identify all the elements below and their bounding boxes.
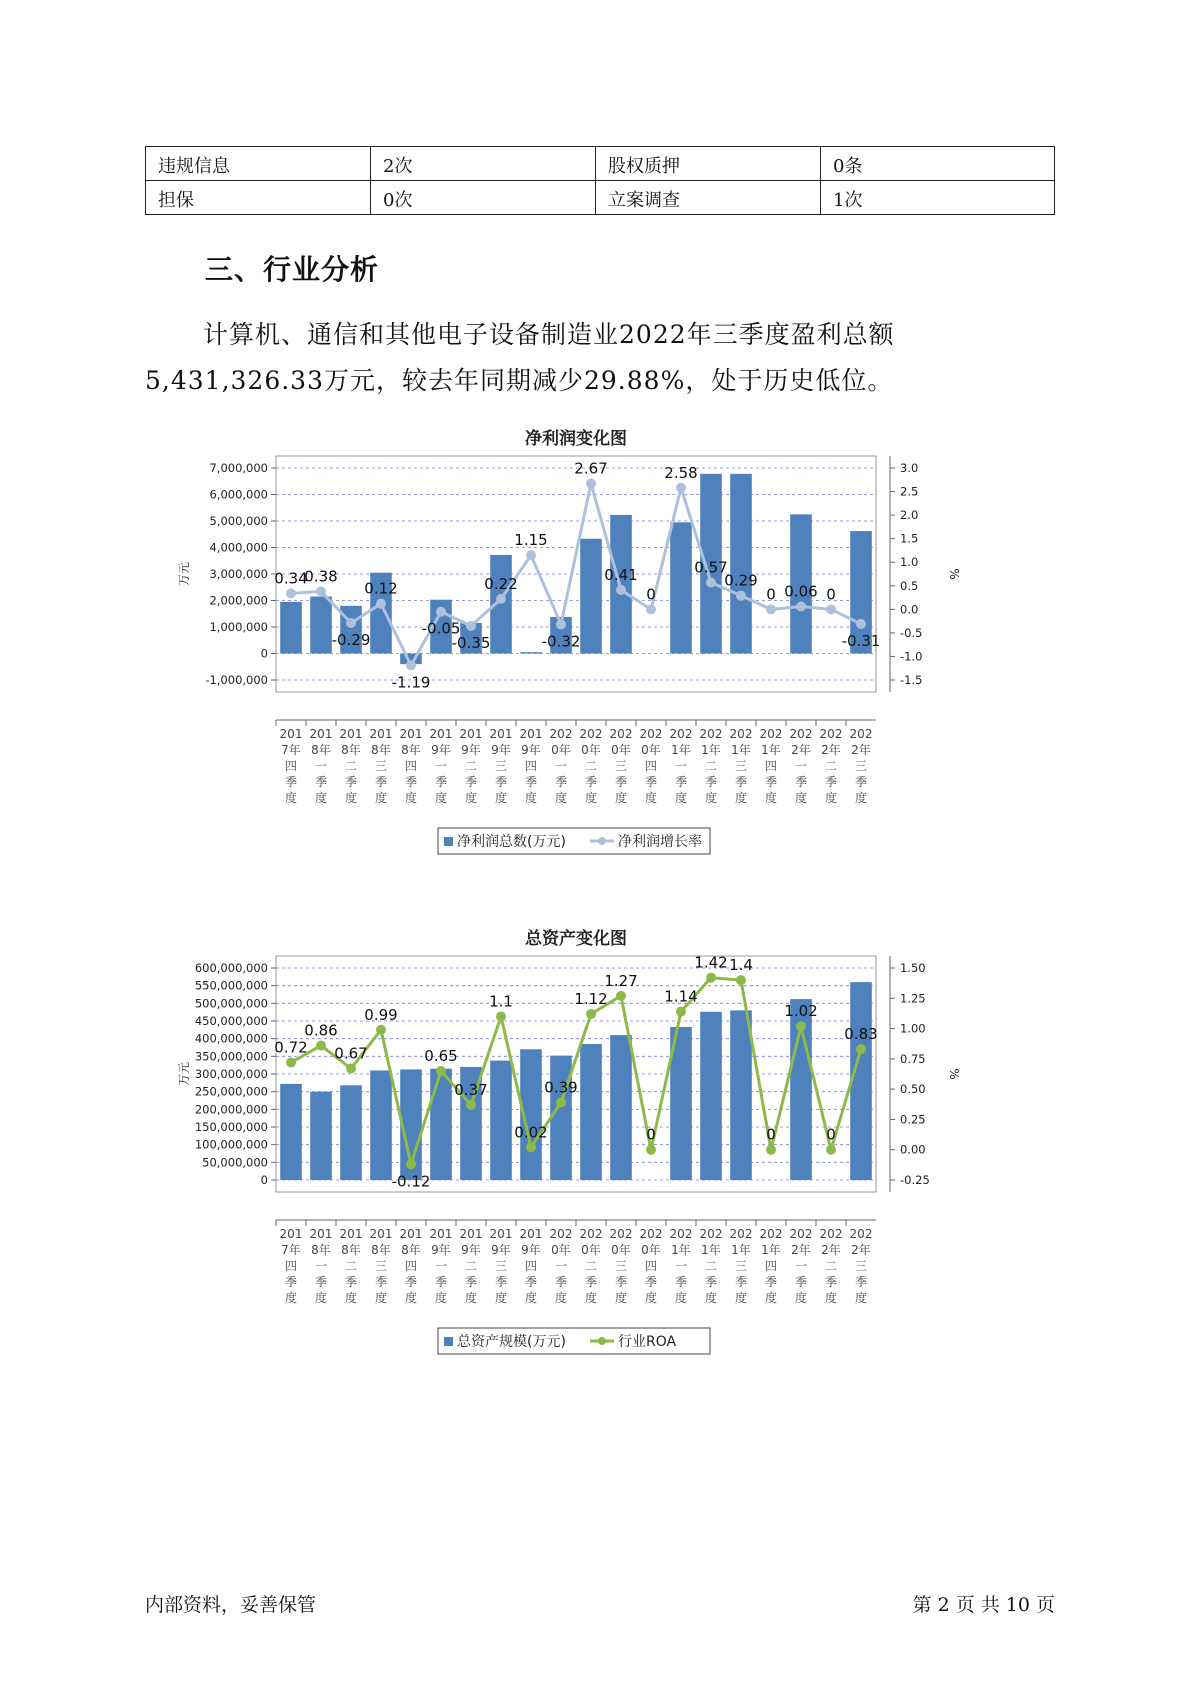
data-label: 0.39 [544,1078,578,1097]
line-point [406,1159,416,1169]
y-left-tick-label: 100,000,000 [194,1137,268,1152]
y-left-tick-label: 400,000,000 [194,1031,268,1046]
x-tick-label: 202 1年四季度 [759,1227,783,1305]
line-point [766,604,776,614]
x-tick-label: 201 8年二季度 [339,1227,363,1305]
y-left-tick-label: -1,000,000 [205,673,268,687]
line-point [496,1011,506,1021]
x-tick-label: 202 0年三季度 [609,727,633,805]
total-assets-chart [177,920,1040,1390]
y-right-tick-label: 2.5 [900,484,919,499]
bar [430,1069,452,1180]
legend-bar-swatch [444,837,453,846]
data-label: 0 [766,1125,776,1144]
y-left-tick-label: 7,000,000 [209,461,268,475]
y-left-tick-label: 550,000,000 [194,978,268,993]
table-row [146,181,1055,215]
y-right-tick-label: -1.5 [900,673,923,687]
line-point [646,1145,656,1155]
table-cell: 0次 [371,181,596,215]
data-label: 0.57 [694,558,728,577]
line-point [346,618,356,628]
footer-confidential: 内部资料，妥善保管 [145,1594,317,1616]
table-cell: 2次 [371,147,596,181]
bar [610,515,632,654]
line-point [286,588,296,598]
data-label: 1.42 [694,953,728,972]
line-point [436,1066,446,1076]
y-left-tick-label: 150,000,000 [194,1120,268,1134]
x-tick-label: 202 0年二季度 [579,1227,603,1305]
line-point [856,619,866,629]
line-point [706,973,716,983]
y-left-tick-label: 3,000,000 [209,567,268,581]
y-right-tick-label: 0.00 [900,1142,926,1157]
y-left-tick-label: 450,000,000 [194,1014,268,1028]
data-label: 2.58 [664,463,698,482]
y-left-unit-label: 万元 [177,1061,191,1087]
y-left-tick-label: 1,000,000 [209,620,268,634]
bar [550,1056,572,1180]
data-label: 0.41 [604,566,638,585]
y-right-unit-label: % [947,1068,961,1080]
x-tick-label: 202 0年四季度 [639,1227,663,1305]
data-label: 1.15 [514,531,548,550]
y-left-tick-label: 500,000,000 [194,996,268,1011]
data-label: 0 [826,1125,836,1144]
x-tick-label: 202 1年三季度 [729,727,753,805]
line-point [676,483,686,493]
data-label: -0.12 [391,1172,431,1191]
y-right-tick-label: 1.25 [900,991,926,1006]
bar [280,1084,302,1180]
line-point [736,591,746,601]
data-label: -0.31 [841,631,881,650]
data-label: 0.06 [784,582,818,601]
y-left-tick-label: 50,000,000 [202,1155,268,1170]
line-point [376,1025,386,1035]
line-point [796,1021,806,1031]
data-label: 0.86 [304,1021,338,1040]
bar [730,1010,752,1180]
bar [670,522,692,653]
x-tick-label: 202 1年四季度 [759,727,783,805]
data-label: -0.29 [331,630,371,649]
x-tick-label: 202 1年二季度 [699,727,723,805]
bar [520,652,542,653]
line-point [496,594,506,604]
footer-page-number: 第 2 页 共 10 页 [912,1594,1055,1616]
y-right-tick-label: 2.0 [900,508,919,523]
y-right-tick-label: 1.0 [900,555,919,570]
legend-label-bar: 总资产规模(万元) [457,1334,566,1350]
x-tick-label: 202 0年四季度 [639,727,663,805]
line-point [706,577,716,587]
paragraph-text: 计算机、通信和其他电子设备制造业2022年三季度盈利总额5,431,326.33万元，较去年同期减少29.88%，处于历史低位。 [145,320,895,395]
line-point [286,1057,296,1067]
y-left-tick-label: 350,000,000 [194,1049,268,1064]
bar [580,1044,602,1180]
data-label: 1.1 [489,992,513,1011]
data-label: -1.19 [391,673,431,692]
x-tick-label: 202 1年三季度 [729,1227,753,1305]
line-point [316,1041,326,1051]
x-tick-label: 202 2年二季度 [819,1227,843,1305]
data-label: 1.4 [729,956,753,975]
y-right-tick-label: 1.5 [900,531,919,546]
line-point [316,586,326,596]
x-tick-label: 202 0年三季度 [609,1227,633,1305]
y-right-tick-label: 1.00 [900,1021,926,1036]
x-tick-label: 202 1年一季度 [669,1227,693,1305]
y-left-tick-label: 300,000,000 [194,1067,268,1081]
legend-label-line: 行业ROA [618,1334,677,1350]
x-tick-label: 201 9年一季度 [429,1227,453,1305]
line-point [436,607,446,617]
info-table [145,146,1055,215]
bar [310,1092,332,1180]
y-right-tick-label: -0.25 [900,1173,930,1187]
table-cell: 0条 [821,147,1055,181]
x-tick-label: 202 1年一季度 [669,727,693,805]
net-profit-chart [177,420,1040,890]
x-tick-label: 201 7年四季度 [279,1227,303,1305]
line-point [586,479,596,489]
data-label: 0 [646,585,656,604]
line-point [796,602,806,612]
line-point [466,621,476,631]
data-label: 1.14 [664,987,698,1006]
line-point [826,1145,836,1155]
legend-bar-swatch [444,1337,453,1346]
line-point [526,550,536,560]
y-right-tick-label: -1.0 [900,649,923,664]
data-label: -0.05 [421,619,461,638]
y-left-tick-label: 4,000,000 [209,540,268,555]
data-label: 1.27 [604,971,638,990]
x-tick-label: 201 8年四季度 [399,1227,423,1305]
x-tick-label: 201 9年三季度 [489,727,513,805]
bar [730,474,752,654]
y-right-tick-label: 0.50 [900,1082,926,1097]
line-point [646,604,656,614]
y-left-tick-label: 5,000,000 [209,514,268,528]
data-label: 0.37 [454,1080,488,1099]
legend-line-marker [598,837,606,845]
bar [580,539,602,654]
y-right-tick-label: 0.5 [900,578,919,593]
data-label: 0.02 [514,1123,548,1142]
y-right-tick-label: -0.5 [900,625,923,640]
data-label: 0.72 [274,1038,308,1057]
table-cell: 违规信息 [146,147,371,181]
y-right-tick-label: 0.75 [900,1051,926,1066]
line-point [406,660,416,670]
bar [310,597,332,654]
table-row [146,147,1055,181]
line-point [556,1097,566,1107]
y-left-tick-label: 6,000,000 [209,487,268,502]
legend-label-line: 净利润增长率 [618,834,702,850]
x-tick-label: 202 2年三季度 [849,1227,873,1305]
y-left-tick-label: 0 [260,646,268,661]
line-point [616,585,626,595]
table-cell: 1次 [821,181,1055,215]
x-tick-label: 201 9年一季度 [429,727,453,805]
chart-title: 净利润变化图 [525,429,627,449]
x-tick-label: 201 9年四季度 [519,1227,543,1305]
line-point [376,599,386,609]
line-point [556,619,566,629]
bar [340,1085,362,1180]
bar [850,982,872,1180]
data-label: -0.35 [451,633,491,652]
bar [370,1070,392,1180]
data-label: 2.67 [574,459,608,478]
line-point [766,1145,776,1155]
data-label: 0.38 [304,567,338,586]
table-cell: 担保 [146,181,371,215]
x-tick-label: 201 8年一季度 [309,727,333,805]
chart-title: 总资产变化图 [525,929,627,949]
x-tick-label: 201 7年四季度 [279,727,303,805]
y-left-tick-label: 0 [260,1173,268,1187]
x-tick-label: 202 2年三季度 [849,727,873,805]
data-label: 0.83 [844,1025,878,1044]
table-cell: 立案调查 [596,181,821,215]
bar [610,1035,632,1180]
x-tick-label: 201 8年三季度 [369,727,393,805]
legend-label-bar: 净利润总数(万元) [457,834,566,850]
data-label: 0.12 [364,579,398,598]
data-label: 0.65 [424,1046,458,1065]
data-label: -0.32 [541,632,581,651]
section-title: 三、行业分析 [205,253,380,286]
line-point [346,1064,356,1074]
y-left-tick-label: 2,000,000 [209,593,268,608]
x-tick-label: 202 0年一季度 [549,727,573,805]
y-right-tick-label: 0.25 [900,1112,926,1127]
x-tick-label: 202 2年二季度 [819,727,843,805]
x-tick-label: 202 2年一季度 [789,727,813,805]
x-tick-label: 201 8年三季度 [369,1227,393,1305]
line-point [826,604,836,614]
x-tick-label: 201 8年一季度 [309,1227,333,1305]
x-tick-label: 202 0年二季度 [579,727,603,805]
y-left-tick-label: 200,000,000 [194,1102,268,1117]
x-tick-label: 201 8年二季度 [339,727,363,805]
legend-line-marker [598,1337,606,1345]
y-left-unit-label: 万元 [177,561,191,587]
analysis-paragraph [145,312,1055,404]
bar [700,1012,722,1180]
y-left-tick-label: 250,000,000 [194,1084,268,1099]
x-tick-label: 201 9年三季度 [489,1227,513,1305]
data-label: 0 [766,585,776,604]
y-right-tick-label: 3.0 [900,461,919,475]
table-cell: 股权质押 [596,147,821,181]
line-point [616,991,626,1001]
x-tick-label: 201 8年四季度 [399,727,423,805]
x-tick-label: 201 9年二季度 [459,1227,483,1305]
bar [280,602,302,654]
x-tick-label: 202 2年一季度 [789,1227,813,1305]
y-right-tick-label: 1.50 [900,961,926,975]
data-label: 1.12 [574,990,608,1009]
line-point [466,1100,476,1110]
data-label: 0.34 [274,569,308,588]
line-point [526,1142,536,1152]
line-point [586,1009,596,1019]
x-tick-label: 202 1年二季度 [699,1227,723,1305]
data-label: 0.67 [334,1044,368,1063]
data-label: 0.29 [724,571,758,590]
line-point [856,1044,866,1054]
line-point [736,975,746,985]
data-label: 0.99 [364,1005,398,1024]
x-tick-label: 201 9年四季度 [519,727,543,805]
x-tick-label: 201 9年二季度 [459,727,483,805]
data-label: 0 [646,1125,656,1144]
data-label: 1.02 [784,1002,818,1021]
x-tick-label: 202 0年一季度 [549,1227,573,1305]
line-point [676,1007,686,1017]
bar [490,1061,512,1180]
y-right-unit-label: % [947,568,961,580]
y-left-tick-label: 600,000,000 [194,961,268,975]
data-label: 0.22 [484,574,518,593]
data-label: 0 [826,585,836,604]
y-right-tick-label: 0.0 [900,602,919,617]
